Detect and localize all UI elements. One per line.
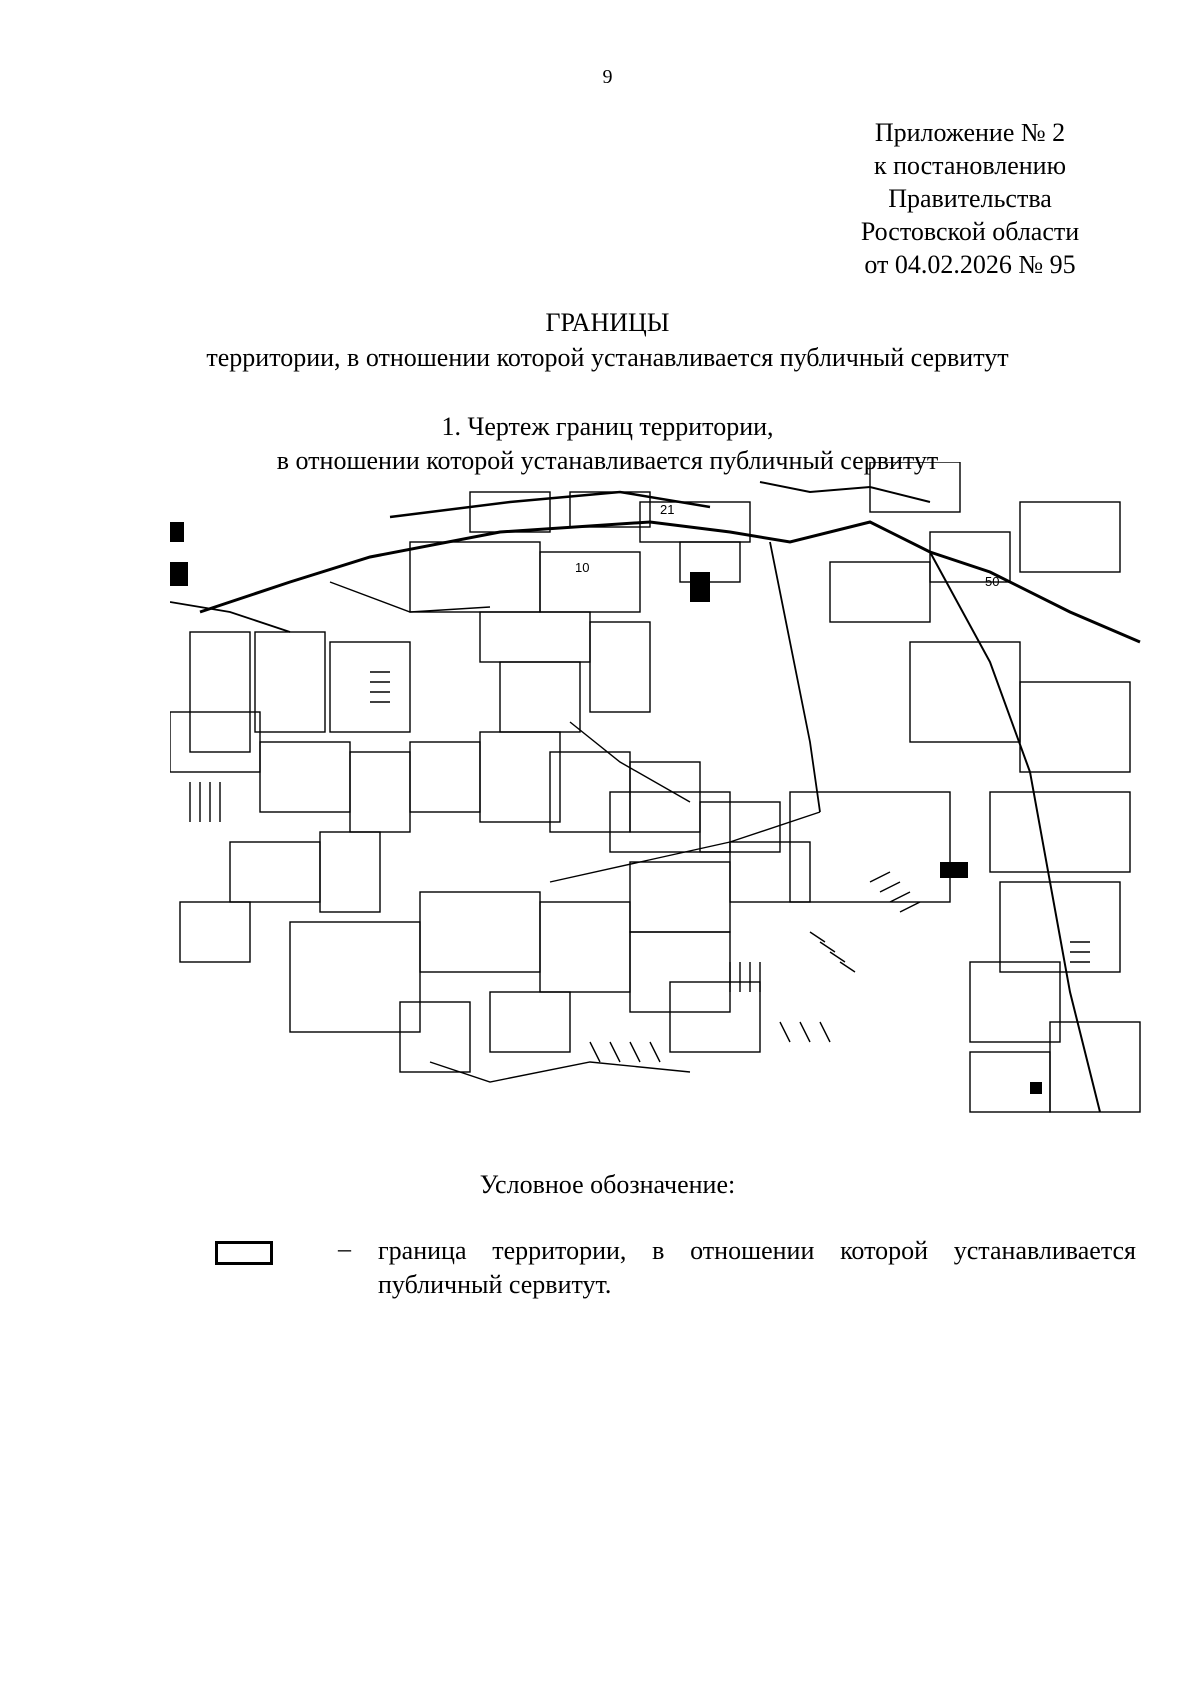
- appendix-line-2: к постановлению: [873, 151, 1067, 180]
- map-label-21: 21: [660, 502, 675, 517]
- appendix-line-4: Ростовской области: [860, 217, 1080, 246]
- map-label-50: 50: [985, 574, 1000, 589]
- document-subtitle: территории, в отношении которой устанавливается публичный сервитут: [206, 343, 1009, 372]
- map-filled-marks: [170, 522, 1042, 1094]
- appendix-block: [850, 116, 1090, 281]
- cadastral-map-drawing: [170, 462, 1148, 1162]
- legend-description-line-1: граница территории, в отношении которой устанавливается: [378, 1236, 1136, 1265]
- legend-boundary-swatch: [215, 1241, 273, 1265]
- section-heading-line-1: 1. Чертеж границ территории,: [441, 412, 774, 441]
- appendix-line-3: Правительства: [888, 184, 1052, 213]
- section-heading-line-2: в отношении которой устанавливается публичный сервитут: [276, 446, 939, 475]
- document-title: ГРАНИЦЫ: [545, 308, 670, 337]
- legend-description: [378, 1234, 1136, 1302]
- appendix-line-5: от 04.02.2026 № 95: [864, 250, 1076, 279]
- page-number: 9: [602, 66, 613, 88]
- map-label-10: 10: [575, 560, 590, 575]
- map-linework: [170, 462, 1140, 1112]
- legend-title: Условное обозначение:: [479, 1170, 736, 1199]
- legend-dash: –: [338, 1234, 351, 1263]
- legend-description-line-2: публичный сервитут.: [378, 1270, 612, 1299]
- appendix-line-1: Приложение № 2: [874, 118, 1066, 147]
